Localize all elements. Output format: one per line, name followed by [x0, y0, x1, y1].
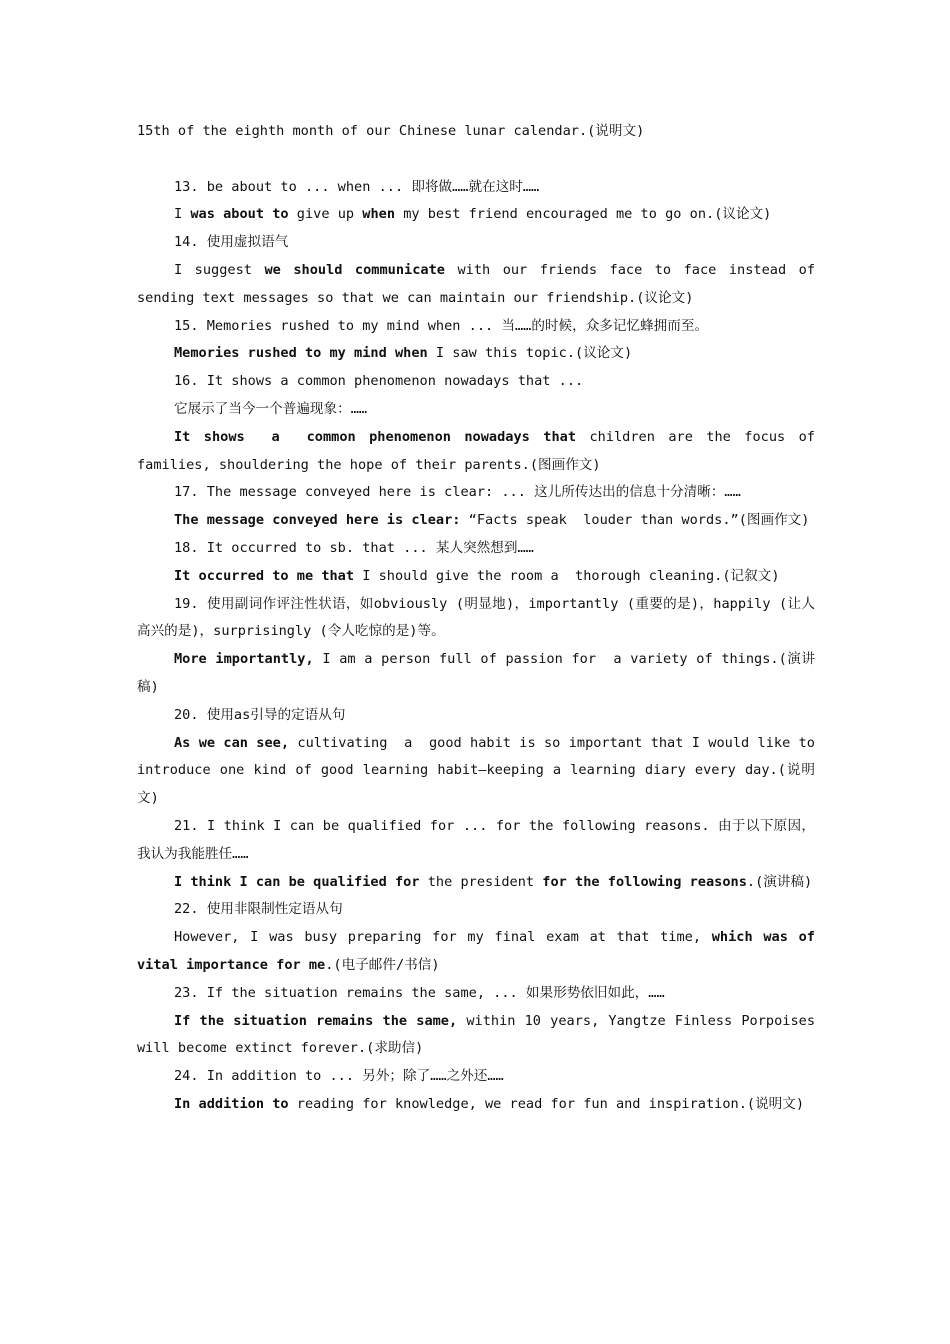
bold-phrase: for the following reasons — [542, 873, 747, 890]
text-run: with our friends face to face instead of sending text messages so that we can maintain our friendship.(议论文) — [137, 261, 824, 306]
text-run: 14. 使用虚拟语气 — [174, 234, 289, 251]
paragraph — [137, 869, 815, 897]
paragraph — [137, 507, 815, 535]
paragraph — [137, 257, 824, 313]
text-run: I suggest — [174, 261, 265, 278]
paragraph — [137, 896, 815, 924]
paragraph — [137, 813, 815, 869]
text-run: within 10 years, Yangtze Finless Porpoises will become extinct forever.(求助信) — [137, 1012, 824, 1057]
bold-phrase: when — [362, 206, 396, 223]
text-run: 23. If the situation remains the same, ... 如果形势依旧如此，…… — [174, 984, 665, 1001]
text-run: 15th of the eighth month of our Chinese lunar calendar.(说明文) — [137, 123, 645, 139]
paragraph — [137, 730, 824, 813]
text-run: 21. I think I can be qualified for ... for the following reasons. 由于以下原因，我认为我能胜任…… — [137, 817, 815, 862]
text-run: the president — [419, 873, 543, 890]
text-run: cultivating a good habit is so important that I would like to introduce one kind of good learning habit—keeping a learning diary every day.(说明文) — [137, 734, 824, 807]
bold-phrase: It shows a common phenomenon nowadays that — [174, 428, 577, 445]
paragraph — [137, 424, 824, 480]
blank-line — [137, 146, 815, 174]
text-run: I should give the room a thorough cleaning.(记叙文) — [354, 567, 780, 584]
bold-phrase: which was of vital importance for me — [137, 929, 824, 973]
text-run: reading for knowledge, we read for fun and inspiration.(说明文) — [288, 1095, 805, 1112]
text-run: I saw this topic.(议论文) — [427, 345, 633, 362]
text-run: 它展示了当今一个普遍现象：…… — [174, 400, 368, 417]
paragraph — [137, 118, 815, 146]
text-run: “Facts speak louder than words.”(图画作文) — [460, 512, 810, 529]
text-run: children are the focus of families, shouldering the hope of their parents.(图画作文) — [137, 428, 824, 473]
bold-phrase: Memories rushed to my mind when — [174, 345, 428, 362]
paragraph — [137, 1063, 815, 1091]
paragraph — [137, 201, 815, 229]
text-run: 15. Memories rushed to my mind when ... 当……的时候，众多记忆蜂拥而至。 — [174, 317, 709, 334]
document-body — [137, 118, 824, 1119]
text-run: 24. In addition to ... 另外；除了……之外还…… — [174, 1068, 504, 1085]
text-run: .(电子邮件/书信) — [325, 956, 440, 973]
paragraph — [137, 396, 815, 424]
text-run: give up — [288, 206, 363, 223]
paragraph — [137, 340, 815, 368]
paragraph — [137, 368, 815, 396]
paragraph — [137, 535, 815, 563]
paragraph — [137, 563, 815, 591]
text-run: I — [174, 206, 191, 223]
paragraph — [137, 1008, 824, 1064]
text-run: 18. It occurred to sb. that ... 某人突然想到…… — [174, 539, 534, 556]
bold-phrase: I think I can be qualified for — [174, 873, 420, 890]
text-run: 22. 使用非限制性定语从句 — [174, 901, 343, 918]
bold-phrase: The message conveyed here is clear: — [174, 512, 461, 529]
paragraph — [137, 591, 815, 647]
paragraph — [137, 479, 815, 507]
paragraph — [137, 174, 815, 202]
paragraph — [137, 313, 815, 341]
bold-phrase: In addition to — [174, 1095, 289, 1112]
paragraph — [137, 1091, 815, 1119]
paragraph — [137, 702, 815, 730]
paragraph — [137, 924, 824, 980]
text-run: 17. The message conveyed here is clear: ... 这儿所传达出的信息十分清晰：…… — [174, 484, 741, 501]
text-run: 20. 使用as引导的定语从句 — [174, 706, 346, 723]
text-run: However, I was busy preparing for my final exam at that time, — [174, 929, 712, 946]
text-run: my best friend encouraged me to go on.(议论文) — [395, 206, 772, 223]
bold-phrase: If the situation remains the same, — [174, 1012, 458, 1029]
bold-phrase: It occurred to me that — [174, 567, 355, 584]
bold-phrase: was about to — [190, 206, 289, 223]
text-run: 16. It shows a common phenomenon nowadays that ... — [174, 373, 584, 390]
text-run: 19. 使用副词作评注性状语，如obviously (明显地)，importantly (重要的是)，happily (让人高兴的是)，surprisingly (令人吃惊的是)等。 — [137, 595, 815, 640]
bold-phrase: As we can see, — [174, 734, 290, 751]
bold-phrase: More importantly, — [174, 651, 314, 668]
paragraph — [137, 229, 815, 257]
paragraph — [137, 646, 815, 702]
text-run: 13. be about to ... when ... 即将做……就在这时…… — [174, 178, 540, 195]
paragraph — [137, 980, 815, 1008]
text-run: .(演讲稿) — [746, 873, 813, 890]
bold-phrase: we should communicate — [264, 261, 445, 278]
text-run: I am a person full of passion for a variety of things.(演讲稿) — [137, 651, 816, 695]
